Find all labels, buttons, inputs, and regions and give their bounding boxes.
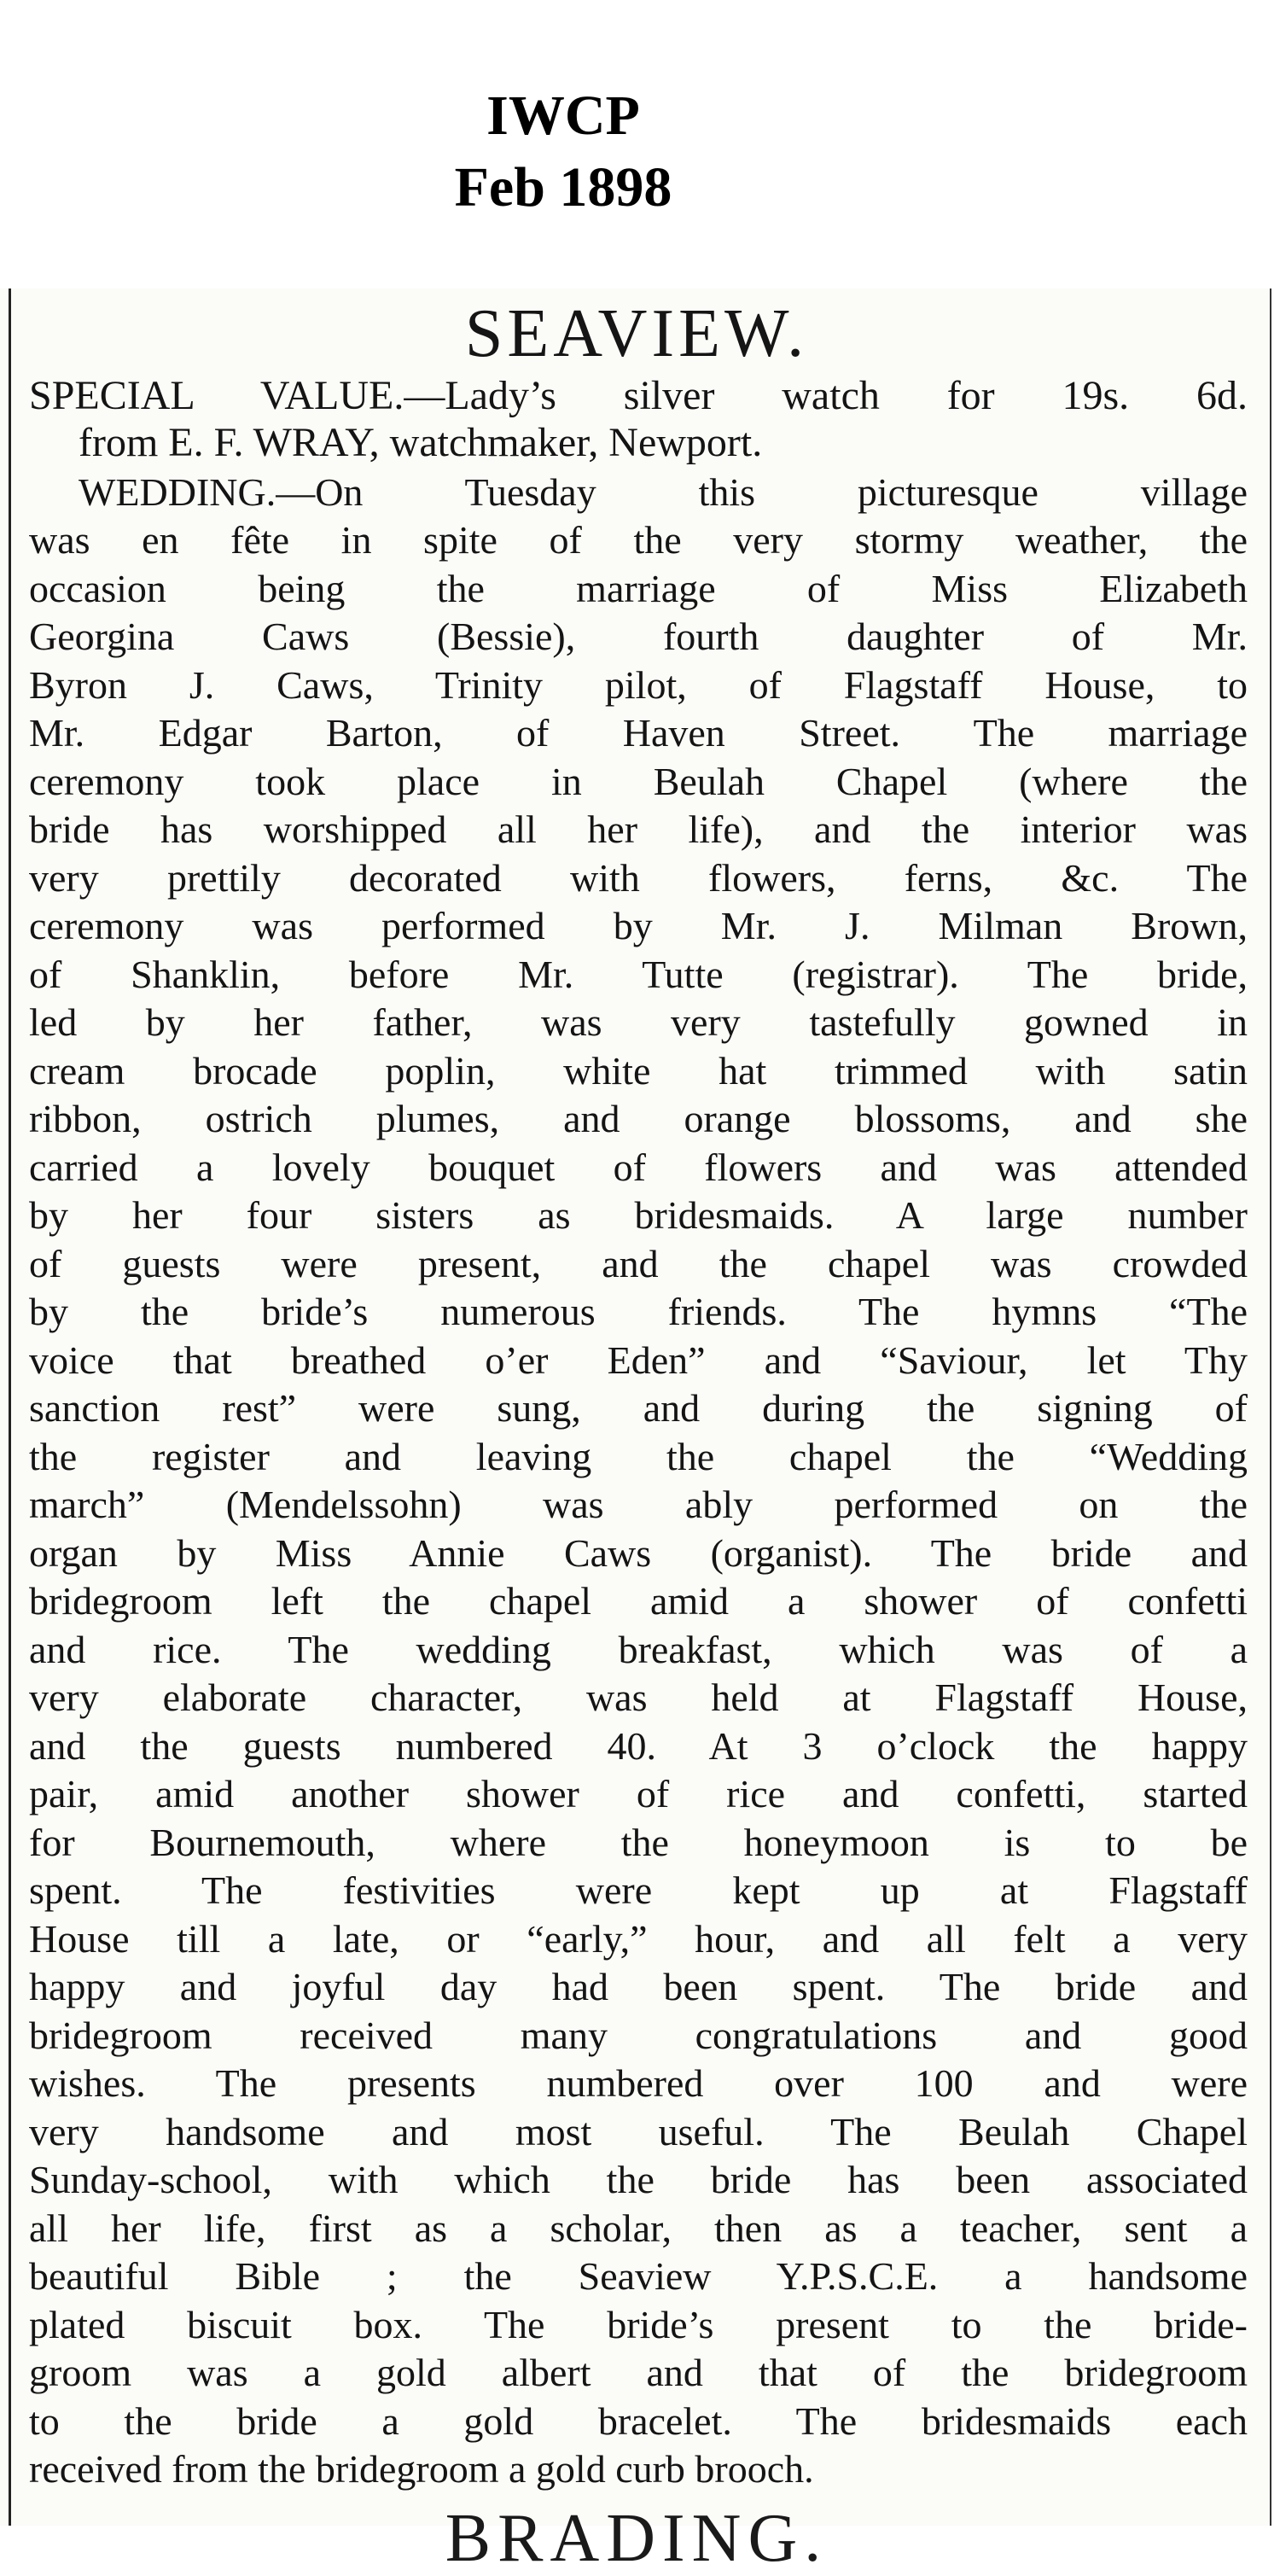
article-line: very elaborate character, was held at Flagstaff House,: [29, 1676, 1248, 1719]
article-line: WEDDING.—On Tuesday this picturesque village: [79, 470, 1248, 514]
article-line: groom was a gold albert and that of the bridegroom: [29, 2351, 1248, 2394]
article-line: Georgina Caws (Bessie), fourth daughter of Mr.: [29, 615, 1248, 658]
article-line: wishes. The presents numbered over 100 and were: [29, 2061, 1248, 2105]
article-line: and rice. The wedding breakfast, which was of a: [29, 1628, 1248, 1671]
article-line: beautiful Bible ; the Seaview Y.P.S.C.E. a handsome: [29, 2254, 1248, 2298]
article-headline: SEAVIEW.: [464, 296, 809, 371]
article-line: plated biscuit box. The bride’s present to the bride-: [29, 2303, 1248, 2346]
article-line: the register and leaving the chapel the “Wedding: [29, 1435, 1248, 1478]
article-line: led by her father, was very tastefully gowned in: [29, 1000, 1248, 1044]
article-line: bridegroom received many congratulations and good: [29, 2014, 1248, 2057]
article-line: occasion being the marriage of Miss Elizabeth: [29, 567, 1248, 610]
article-line: march” (Mendelssohn) was ably performed on the: [29, 1483, 1248, 1526]
article-line: of guests were present, and the chapel was crowded: [29, 1242, 1248, 1285]
article-line: to the bride a gold bracelet. The bridesmaids each: [29, 2399, 1248, 2443]
article-line: by her four sisters as bridesmaids. A large number: [29, 1193, 1248, 1237]
article-line: from E. F. WRAY, watchmaker, Newport.: [79, 420, 763, 465]
article-line: was en fête in spite of the very stormy weather, the: [29, 518, 1248, 562]
article-line: cream brocade poplin, white hat trimmed with satin: [29, 1049, 1248, 1093]
article-line: Mr. Edgar Barton, of Haven Street. The marriage: [29, 711, 1248, 755]
newspaper-clipping: [0, 288, 1273, 2576]
article-line: for Bournemouth, where the honeymoon is to be: [29, 1821, 1248, 1864]
column-rule-right: [1270, 288, 1271, 2526]
article-line: SPECIAL VALUE.—Lady’s silver watch for 19s. 6d.: [29, 373, 1248, 418]
article-line: and the guests numbered 40. At 3 o’clock the happy: [29, 1724, 1248, 1768]
article-line: sanction rest” were sung, and during the signing of: [29, 1386, 1248, 1430]
next-article-headline-cropped: BRADING.: [445, 2501, 829, 2576]
article-line: voice that breathed o’er Eden” and “Saviour, let Thy: [29, 1338, 1248, 1382]
archive-caption-source: IWCP: [486, 85, 640, 147]
article-line: Sunday-school, with which the bride has been associated: [29, 2158, 1248, 2201]
article-line: bride has worshipped all her life), and the interior was: [29, 807, 1248, 851]
article-line: all her life, first as a scholar, then as a teacher, sent a: [29, 2206, 1248, 2250]
article-line: House till a late, or “early,” hour, and all felt a very: [29, 1917, 1248, 1961]
article-line: very handsome and most useful. The Beulah Chapel: [29, 2110, 1248, 2153]
article-line: carried a lovely bouquet of flowers and was attended: [29, 1145, 1248, 1189]
article-line: Byron J. Caws, Trinity pilot, of Flagstaff House, to: [29, 663, 1248, 707]
article-line: ceremony was performed by Mr. J. Milman Brown,: [29, 904, 1248, 947]
archive-caption-date: Feb 1898: [454, 156, 672, 219]
article-line: ribbon, ostrich plumes, and orange blossoms, and she: [29, 1097, 1248, 1140]
article-line: by the bride’s numerous friends. The hymns “The: [29, 1290, 1248, 1333]
article-line: bridegroom left the chapel amid a shower of confetti: [29, 1579, 1248, 1623]
article-line: happy and joyful day had been spent. The bride and: [29, 1965, 1248, 2008]
article-line: pair, amid another shower of rice and confetti, started: [29, 1772, 1248, 1815]
article-line: received from the bridegroom a gold curb brooch.: [29, 2447, 814, 2491]
article-line: very prettily decorated with flowers, ferns, &c. The: [29, 856, 1248, 900]
article-line: ceremony took place in Beulah Chapel (where the: [29, 760, 1248, 803]
article-line: of Shanklin, before Mr. Tutte (registrar). The bride,: [29, 953, 1248, 996]
column-rule-left: [9, 288, 11, 2526]
article-line: organ by Miss Annie Caws (organist). The bride and: [29, 1531, 1248, 1575]
article-line: spent. The festivities were kept up at Flagstaff: [29, 1868, 1248, 1912]
